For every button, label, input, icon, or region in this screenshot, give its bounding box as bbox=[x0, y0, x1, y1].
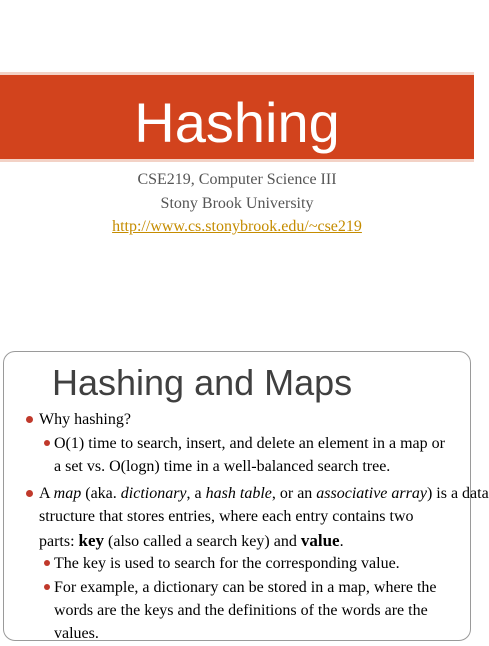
sub-bullet-line: For example, a dictionary can be stored in a map, where the bbox=[54, 579, 437, 596]
content-slide bbox=[3, 351, 489, 642]
bullet-line: parts: key (also called a search key) and value. bbox=[39, 531, 344, 550]
university-name: Stony Brook University bbox=[160, 195, 314, 212]
bullet-why-hashing: Why hashing? bbox=[39, 411, 131, 428]
sub-bullet-line: words are the keys and the definitions of the words are the bbox=[54, 602, 428, 619]
sub-bullet-icon bbox=[44, 560, 50, 566]
sub-bullet-line: values. bbox=[54, 625, 99, 642]
slide-title: Hashing bbox=[134, 90, 340, 154]
course-link[interactable]: http://www.cs.stonybrook.edu/~cse219 bbox=[112, 218, 362, 235]
sub-bullet-line: a set vs. O(logn) time in a well-balanced search tree. bbox=[54, 458, 391, 475]
bullet-map-definition: A map (aka. dictionary, a hash table, or an associative array) is a data bbox=[39, 485, 489, 502]
bullet-line: structure that stores entries, where each entry contains two bbox=[39, 508, 414, 525]
sub-bullet-icon bbox=[44, 584, 50, 590]
title-banner bbox=[0, 72, 474, 162]
content-slide-title: Hashing and Maps bbox=[52, 362, 353, 403]
bullet-icon bbox=[26, 490, 33, 497]
sub-bullet-line: The key is used to search for the corresponding value. bbox=[54, 555, 400, 572]
course-name: CSE219, Computer Science III bbox=[137, 171, 337, 188]
sub-bullet-icon bbox=[44, 440, 50, 446]
bullet-icon bbox=[26, 416, 33, 423]
sub-bullet-line: O(1) time to search, insert, and delete an element in a map or bbox=[54, 435, 445, 452]
